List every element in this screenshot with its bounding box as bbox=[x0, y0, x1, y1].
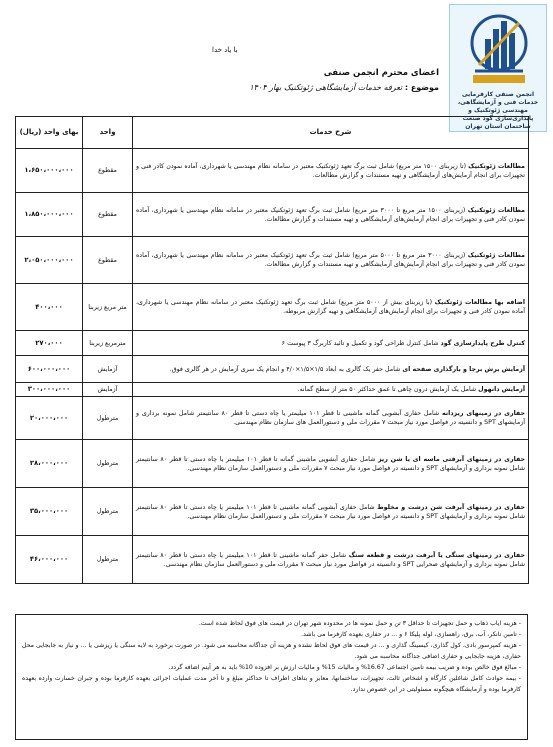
table-row bbox=[16, 284, 529, 331]
service-unit: مترطول bbox=[83, 397, 133, 440]
service-price: ۲۸،۰۰۰،۰۰۰ bbox=[16, 440, 83, 488]
note-item: - مبالغ فوق خالص بوده و ضریب بیمه تامین اجتماعی 16.67% و مالیات 15% و مالیات ارزش بر افزوده 10% باید به هر آیتم اضافه گردد. bbox=[168, 664, 521, 671]
service-text: شامل یک آزمایش درون چاهی تا عمق حداکثر ۵۰ متر از سطح گمانه. bbox=[297, 386, 479, 393]
service-price: ۱،۸۵۰،۰۰۰،۰۰۰ bbox=[16, 193, 83, 237]
service-title: حفاری در زمینهای ریزدانه bbox=[441, 410, 525, 417]
notes-box bbox=[15, 614, 528, 740]
service-text: شامل حفاری آبشویی گمانه ماشینی تا قطر ۱۰۱ میلیمتر یا چاه دستی تا قطر ۸۰ سانتیمتر شامل نمونه برداری و آزمایشهای SPT و دانسیته در فواصل مورد نیاز مبحث ۷ مقررات ملی و دستورالعمل های سازمان نظام مهندسی. bbox=[136, 410, 525, 426]
service-text: (زیربنای ۱۵۰۰ متر مربع تا ۳۰۰۰ متر مربع) شامل ثبت برگ تعهد ژئوتکنیک معتبر در سامانه نظام مهندسی یا شهرداری، آماده نمودن کادر فنی و تجهیزات برای انجام آزمایش‌های آزمایشگاهی و تهیه مستندات و گزارش مطالعات. bbox=[136, 206, 525, 223]
service-description bbox=[133, 284, 529, 331]
service-unit: مترطول bbox=[83, 488, 133, 536]
service-description bbox=[133, 383, 529, 397]
service-price: ۴۶،۰۰۰،۰۰۰ bbox=[16, 536, 83, 584]
note-item: - هزینه کمپرسور بادی، کول گذاری، کیسینگ گذاری و ... در قیمت های فوق لحاظ نشده و هزینه آن جداگانه محاسبه می شود. در صورت برخورد به لایه سنگی یا ریزشی یا ... و نیاز به جابجایی محل حفاری، هزینه جابجایی و حفاری اضافی جداگانه محاسبه می شود. bbox=[22, 642, 521, 660]
service-description bbox=[133, 193, 529, 237]
service-description bbox=[133, 331, 529, 356]
service-text: (تا زیربنای ۱۵۰۰ متر مربع) شامل ثبت برگ تعهد ژئوتکنیک معتبر در سامانه نظام مهندسی یا شهرداری، آماده نمودن کادر فنی و تجهیزات برای انجام آزمایش‌های آزمایشگاهی و تهیه مستندات و گزارش مطالعات. bbox=[136, 162, 525, 179]
service-unit: مقطوع bbox=[83, 237, 133, 284]
service-unit: مترطول bbox=[83, 536, 133, 584]
table-row bbox=[16, 331, 529, 356]
table-row bbox=[16, 440, 529, 488]
service-title: کنترل طرح پایدارسازی گود bbox=[440, 339, 525, 347]
service-title: آزمایش دانهول bbox=[478, 386, 525, 393]
service-description bbox=[133, 440, 529, 488]
subject-line bbox=[249, 83, 439, 92]
service-price: ۳۰۰،۰۰۰،۰۰۰ bbox=[16, 383, 83, 397]
service-title: آزمایش برش برجا و بارگذاری صفحه ای bbox=[402, 365, 525, 373]
table-row bbox=[16, 356, 529, 383]
service-title: مطالعات ژئوتکنیک bbox=[468, 162, 525, 170]
service-title: حفاری در زمینهای آبرفتی ماسه ای یا شن ریز bbox=[377, 455, 526, 463]
table-row bbox=[16, 149, 529, 193]
building-logo-icon bbox=[469, 9, 529, 89]
header-unit: واحد bbox=[83, 117, 133, 149]
note-item: - تامین تانکر، آب، برق، راهسازی، لوله پلیکا ۶ و ... در حفاری بعهده کارفرما می باشد. bbox=[301, 631, 521, 638]
table-row bbox=[16, 488, 529, 536]
service-price: ۲۷۰،۰۰۰ bbox=[16, 331, 83, 356]
service-title: اضافه بها مطالعات ژئوتکنیک bbox=[434, 299, 525, 306]
table-row bbox=[16, 536, 529, 584]
service-description bbox=[133, 356, 529, 383]
service-price: ۶۰۰،۰۰۰،۰۰۰ bbox=[16, 356, 83, 383]
service-unit: مقطوع bbox=[83, 193, 133, 237]
table-row bbox=[16, 237, 529, 284]
table-row bbox=[16, 383, 529, 397]
service-text: شامل حفر یک گالری به ابعاد ۱/۵×۱/۵×۴/۰ و انجام یک سری آزمایش در هر گالری فوق. bbox=[169, 365, 403, 373]
service-price: ۲۰،۰۰۰،۰۰۰ bbox=[16, 397, 83, 440]
service-unit: مترمربع زیربنا bbox=[83, 331, 133, 356]
service-unit: آزمایش bbox=[83, 383, 133, 397]
header-price: بهای واحد (ریال) bbox=[16, 117, 83, 149]
service-description bbox=[133, 488, 529, 536]
header-description: شرح خدمات bbox=[133, 117, 529, 149]
service-price: ۲،۰۵۰،۰۰۰،۰۰۰ bbox=[16, 237, 83, 284]
service-text: شامل کنترل طراحی گود و تکمیل و تائید کاربرگ ۳ پیوست ۶ bbox=[281, 339, 441, 347]
association-logo bbox=[449, 4, 547, 132]
service-title: حفاری در زمینهای آبرفت شن درشت و مخلوط bbox=[377, 503, 525, 511]
service-description bbox=[133, 397, 529, 440]
service-unit: مقطوع bbox=[83, 149, 133, 193]
note-item: - بیمه حوادث کامل شاغلین کارگاه و اشخاص ثالث، تجهیزات، ساختمانها، معابر و بناهای اطراف تا حداکثر مبلغ و تا آخر مدت عملیات اجرائی بعهده کارفرما بوده و جبران خسارت وارده بعهده کارفرما بوده و آزمایشگاه هیچگونه مسئولیتی در این خصوص ندارد. bbox=[22, 675, 521, 693]
service-unit: مترطول bbox=[83, 440, 133, 488]
service-text: شامل حفاری آبشویی گمانه ماشینی تا قطر ۱۰۱ میلیمتر یا چاه دستی تا قطر ۸۰ سانتیمتر شامل نمونه برداری و آزمایشهای SPT و دانسیته در فواصل مورد نیاز مبحث ۷ مقررات ملی و دستورالعمل سازمان نظام مهندسی. bbox=[136, 503, 525, 520]
opening-phrase: با یاد خدا bbox=[212, 46, 238, 54]
service-price: ۱،۶۵۰،۰۰۰،۰۰۰ bbox=[16, 149, 83, 193]
service-unit: متر مربع زیربنا bbox=[83, 284, 133, 331]
service-text: (زیربنای ۳۰۰۰ متر مربع تا ۵۰۰۰ متر مربع) شامل ثبت برگ تعهد ژئوتکنیک معتبر در سامانه نظام مهندسی یا شهرداری، آماده نمودن کادر فنی و تجهیزات برای انجام آزمایش‌های آزمایشگاهی و تهیه مستندات و گزارش مطالعات. bbox=[136, 252, 525, 268]
service-price: ۴۰۰،۰۰۰ bbox=[16, 284, 83, 331]
tariff-table bbox=[15, 116, 529, 584]
service-unit: آزمایش bbox=[83, 356, 133, 383]
addressee-line: اعضای محترم انجمن صنفی bbox=[323, 68, 439, 78]
service-description bbox=[133, 149, 529, 193]
service-text: شامل حفر گمانه ماشینی تا قطر ۱۰۱ میلیمتر یا چاه دستی تا قطر ۸۰ سانتیمتر شامل نمونه برداری و آزمایشهای صحرایی SPT و دانسیته در فواصل مورد نیاز مبحث ۷ مقررات ملی و دستورالعمل سازمان نظام مهندسی. bbox=[136, 551, 525, 568]
service-text: (با زیربنای بیش از ۵۰۰۰ متر مربع) شامل ثبت برگ تعهد ژئوتکنیک معتبر در سامانه نظام مهندسی یا شهرداری، آماده نمودن کادر فنی و تجهیزات برای انجام آزمایش‌های آزمایشگاهی و تهیه گزارش مربوطه. bbox=[136, 299, 525, 315]
service-description bbox=[133, 536, 529, 584]
association-name: انجمن صنفی کارفرمایی خدمات فنی و آزمایشگاهی، مهندسی ژئوتکنیک و پایداری‌سازی گود صنعت ساختمان استان تهران bbox=[457, 91, 539, 130]
table-row bbox=[16, 397, 529, 440]
subject-label: موضوع : bbox=[404, 83, 439, 92]
table-row bbox=[16, 193, 529, 237]
table-header-row bbox=[16, 117, 529, 149]
service-title: مطالعات ژئوتکنیک bbox=[467, 206, 525, 214]
note-item: - هزینه ایاب ذهاب و حمل تجهیزات تا حداقل ۳ تن و حمل نمونه ها در محدوده شهر تهران در قیمت های فوق لحاظ شده است. bbox=[198, 620, 521, 627]
service-title: مطالعات ژئوتکنیک bbox=[467, 252, 525, 259]
service-text: شامل حفاری آبشویی ماشینی گمانه تا قطر ۱۰۱ میلیمتر یا چاه دستی تا قطر ۸۰ سانتیمتر شامل نمونه برداری و آزمایشهای SPT و دانسیته در فواصل مورد نیاز مبحث ۷ مقررات ملی و دستورالعمل سازمان نظام مهندسی. bbox=[136, 455, 525, 472]
service-title: حفاری در زمینهای سنگی یا آبرفت درشت و قطعه سنگ bbox=[348, 551, 525, 559]
service-price: ۳۵،۰۰۰،۰۰۰ bbox=[16, 488, 83, 536]
service-description bbox=[133, 237, 529, 284]
subject-value: تعرفه خدمات آزمایشگاهی ژئوتکنیک بهار ۱۴۰۴ bbox=[249, 83, 403, 92]
